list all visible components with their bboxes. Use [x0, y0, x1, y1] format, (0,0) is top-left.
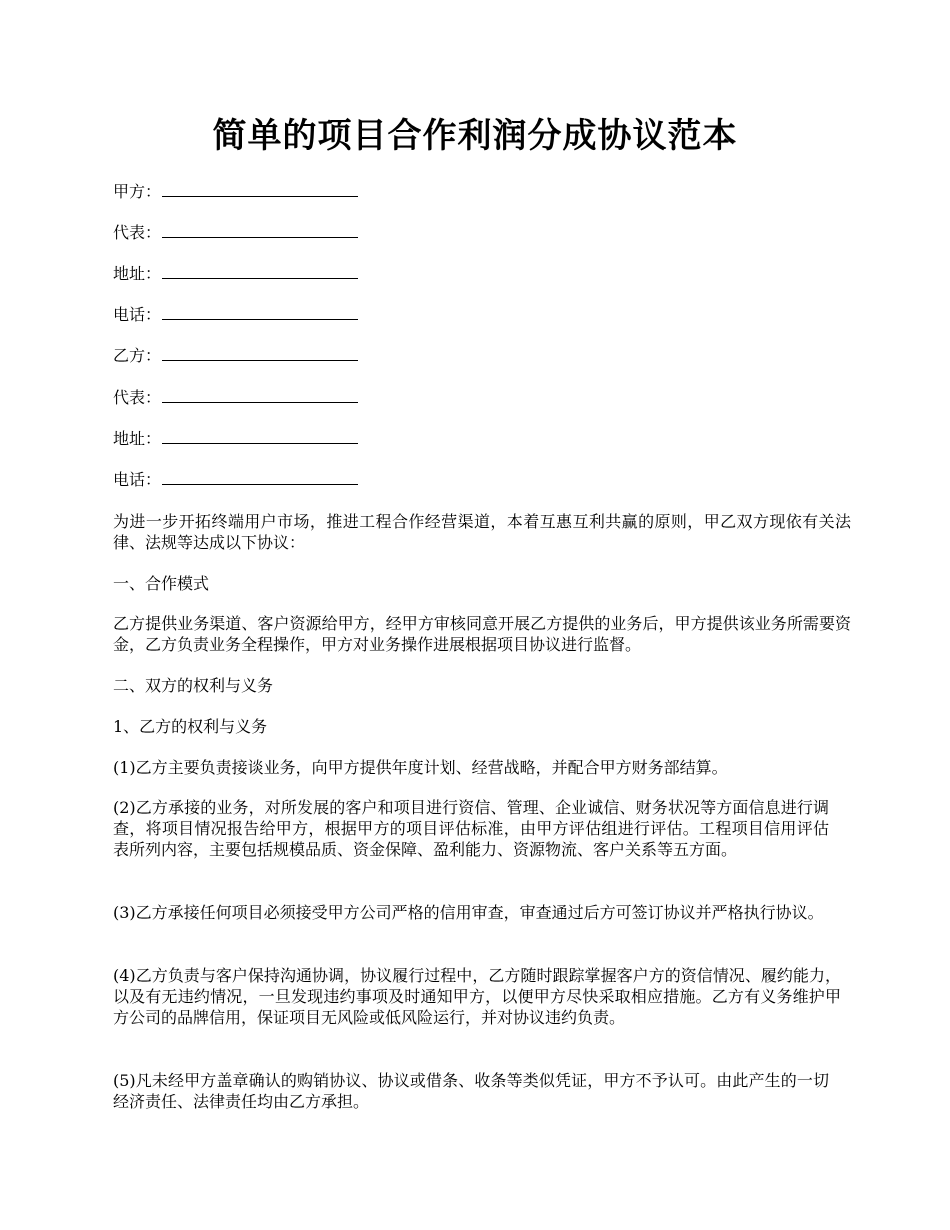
- party-b-phone-blank-line: [162, 469, 358, 485]
- party-a-field: [113, 181, 513, 203]
- party-a-address-label: 地址：: [113, 264, 162, 283]
- party-a-representative-label: 代表：: [113, 223, 162, 242]
- clause-5: (5)凡未经甲方盖章确认的购销协议、协议或借条、收条等类似凭证，甲方不予认可。由此产生的一切经济责任、法律责任均由乙方承担。: [113, 1071, 829, 1111]
- party-b-address-label: 地址：: [113, 429, 162, 448]
- party-b-phone-field: [113, 469, 513, 491]
- party-a-address-field: [113, 263, 513, 285]
- intro-paragraph: 为进一步开拓终端用户市场，推进工程合作经营渠道，本着互惠互利共赢的原则，甲乙双方现依有关法律、法规等达成以下协议：: [113, 512, 851, 552]
- document-title: 简单的项目合作利润分成协议范本: [212, 116, 738, 156]
- clause-2: (2)乙方承接的业务，对所发展的客户和项目进行资信、管理、企业诚信、财务状况等方面信息进行调查，将项目情况报告给甲方，根据甲方的项目评估标准，由甲方评估组进行评估。工程项目信用评估表所列内容，主要包括规模品质、资金保障、盈利能力、资源物流、客户关系等五方面。: [113, 798, 829, 859]
- party-a-phone-field: [113, 304, 513, 326]
- party-b-address-blank-line: [162, 428, 358, 444]
- party-b-representative-field: [113, 387, 513, 409]
- party-b-representative-label: 代表：: [113, 388, 162, 407]
- clause-3: (3)乙方承接任何项目必须接受甲方公司严格的信用审查，审查通过后方可签订协议并严格执行协议。: [113, 903, 824, 922]
- section-1-heading: 一、合作模式: [113, 574, 210, 593]
- clause-1: (1)乙方主要负责接谈业务，向甲方提供年度计划、经营战略，并配合甲方财务部结算。: [113, 758, 728, 777]
- party-b-address-field: [113, 428, 513, 450]
- party-b-blank-line: [162, 345, 358, 361]
- party-b-label: 乙方：: [113, 346, 162, 365]
- party-a-address-blank-line: [162, 263, 358, 279]
- party-b-field: [113, 345, 513, 367]
- party-a-label: 甲方：: [113, 182, 162, 201]
- party-a-phone-blank-line: [162, 304, 358, 320]
- party-b-phone-label: 电话：: [113, 470, 162, 489]
- party-a-representative-field: [113, 222, 513, 244]
- section-1-body: 乙方提供业务渠道、客户资源给甲方，经甲方审核同意开展乙方提供的业务后，甲方提供该业务所需要资金，乙方负责业务全程操作，甲方对业务操作进展根据项目协议进行监督。: [113, 614, 851, 654]
- party-a-phone-label: 电话：: [113, 305, 162, 324]
- clause-4: (4)乙方负责与客户保持沟通协调，协议履行过程中，乙方随时跟踪掌握客户方的资信情况、履约能力，以及有无违约情况，一旦发现违约事项及时通知甲方，以便甲方尽快采取相应措施。乙方有义务维护甲方公司的品牌信用，保证项目无风险或低风险运行，并对协议违约负责。: [113, 966, 841, 1027]
- party-b-representative-blank-line: [162, 387, 358, 403]
- party-a-representative-blank-line: [162, 222, 358, 238]
- section-2-subheading: 1、乙方的权利与义务: [113, 717, 268, 736]
- party-a-blank-line: [162, 181, 358, 197]
- section-2-heading: 二、双方的权利与义务: [113, 676, 274, 695]
